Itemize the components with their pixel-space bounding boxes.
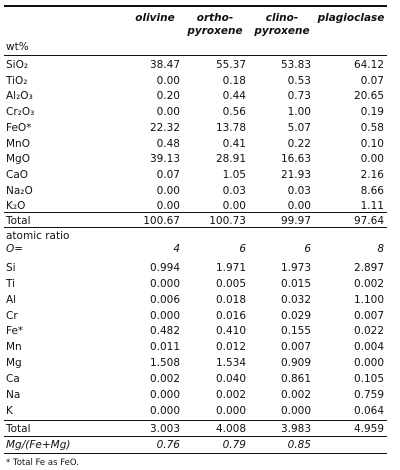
cell-value: 22.32 [149,122,180,134]
cell-value: 8 [377,243,384,255]
cell-value: 4.959 [353,423,384,435]
cell-value: 0.58 [360,122,384,134]
cell-value: 1.00 [287,106,311,118]
cell-value: 21.93 [280,169,311,181]
cell-value: 0.007 [280,341,311,353]
cell-value: 2.16 [360,169,384,181]
cell-value: 0.18 [222,75,246,87]
cell-value: 0.000 [149,310,180,322]
cell-value: 0.00 [156,185,180,197]
cell-value: 0.000 [215,405,246,417]
column-header: clino- pyroxene [254,12,310,37]
row-label: MnO [6,138,30,150]
row-label: Cr [6,310,18,322]
cell-value: 0.44 [222,90,246,102]
cell-value: 0.48 [156,138,180,150]
cell-value: 16.63 [280,153,311,165]
row-label: MgO [6,153,30,165]
cell-value: 53.83 [280,59,311,71]
header-rule [4,55,387,56]
cell-value: 0.10 [360,138,384,150]
row-label: Al [6,294,17,306]
cell-value: 0.53 [287,75,311,87]
row-label: Ti [6,278,16,290]
cell-value: 1.971 [215,262,246,274]
row-label: Al₂O₃ [6,90,33,102]
cell-value: 0.040 [215,373,246,385]
row-label: Fe* [6,325,24,337]
cell-value: 0.007 [353,310,384,322]
cell-value: 13.78 [215,122,246,134]
cell-value: 0.994 [149,262,180,274]
cell-value: 0.002 [280,389,311,401]
cell-value: 0.482 [149,325,180,337]
cell-value: 0.861 [280,373,311,385]
cell-value: 5.07 [287,122,311,134]
cell-value: 0.032 [280,294,311,306]
row-label: O= [6,243,24,255]
cell-value: 0.012 [215,341,246,353]
cell-value: 39.13 [149,153,180,165]
bottom-rule [4,453,387,454]
cell-value: 0.000 [149,405,180,417]
cell-value: 0.759 [353,389,384,401]
cell-value: 0.03 [287,185,311,197]
row-label: Total [6,215,31,227]
row-label: SiO₂ [6,59,29,71]
cell-value: 0.00 [360,153,384,165]
total-rule [4,436,387,437]
cell-value: 0.22 [287,138,311,150]
cell-value: 100.67 [143,215,180,227]
cell-value: 38.47 [149,59,180,71]
cell-value: 0.000 [353,357,384,369]
row-label: CaO [6,169,29,181]
cell-value: 0.00 [287,200,311,212]
cell-value: 0.029 [280,310,311,322]
cell-value: 4.008 [215,423,246,435]
row-label: FeO* [6,122,32,134]
cell-value: 0.00 [156,200,180,212]
cell-value: 3.983 [280,423,311,435]
cell-value: 0.41 [222,138,246,150]
column-header: plagioclase [317,12,385,24]
cell-value: 0.410 [215,325,246,337]
cell-value: 6 [239,243,246,255]
cell-value: 99.97 [280,215,311,227]
cell-value: 64.12 [353,59,384,71]
cell-value: 0.002 [215,389,246,401]
cell-value: 0.004 [353,341,384,353]
cell-value: 0.00 [156,75,180,87]
cell-value: 0.155 [280,325,311,337]
cell-value: 0.022 [353,325,384,337]
cell-value: 4 [173,243,180,255]
cell-value: 6 [304,243,311,255]
cell-value: 55.37 [215,59,246,71]
column-header: olivine [135,12,175,24]
row-label: Cr₂O₃ [6,106,35,118]
cell-value: 1.05 [222,169,246,181]
cell-value: 0.000 [149,278,180,290]
row-label: Total [6,423,31,435]
cell-value: 0.909 [280,357,311,369]
row-label: Na [6,389,21,401]
cell-value: 0.07 [360,75,384,87]
top-rule [4,5,387,7]
cell-value: 0.000 [149,389,180,401]
cell-value: 0.105 [353,373,384,385]
cell-value: 0.19 [360,106,384,118]
cell-value: 3.003 [149,423,180,435]
cell-value: 0.015 [280,278,311,290]
section-label: wt% [6,41,29,53]
cell-value: 0.016 [215,310,246,322]
section-label: atomic ratio [6,230,70,242]
cell-value: 0.018 [215,294,246,306]
cell-value: 1.534 [215,357,246,369]
cell-value: 97.64 [353,215,384,227]
cell-value: 0.85 [287,439,311,451]
cell-value: 0.79 [222,439,246,451]
cell-value: 0.56 [222,106,246,118]
cell-value: 0.005 [215,278,246,290]
cell-value: 0.03 [222,185,246,197]
subtotal-rule [4,420,387,421]
cell-value: 0.00 [222,200,246,212]
row-label: K [6,405,13,417]
cell-value: 0.000 [280,405,311,417]
row-label: Mg [6,357,22,369]
row-label: K₂O [6,200,26,212]
cell-value: 0.73 [287,90,311,102]
row-label: Si [6,262,16,274]
cell-value: 8.66 [360,185,384,197]
row-label: Mg/(Fe+Mg) [6,439,71,451]
row-label: Na₂O [6,185,33,197]
cell-value: 0.064 [353,405,384,417]
row-label: Ca [6,373,20,385]
cell-value: 2.897 [353,262,384,274]
cell-value: 100.73 [209,215,246,227]
cell-value: 1.11 [360,200,384,212]
column-header: ortho- pyroxene [187,12,243,37]
cell-value: 0.006 [149,294,180,306]
cell-value: 1.100 [353,294,384,306]
cell-value: 20.65 [353,90,384,102]
cell-value: 28.91 [215,153,246,165]
cell-value: 0.002 [353,278,384,290]
cell-value: 1.508 [149,357,180,369]
cell-value: 0.00 [156,106,180,118]
subtotal-rule [4,212,387,213]
footnote: * Total Fe as FeO. [6,458,79,468]
row-label: TiO₂ [6,75,28,87]
row-label: Mn [6,341,22,353]
cell-value: 0.002 [149,373,180,385]
cell-value: 0.011 [149,341,180,353]
cell-value: 0.20 [156,90,180,102]
total-rule [4,227,387,228]
cell-value: 0.07 [156,169,180,181]
cell-value: 1.973 [280,262,311,274]
cell-value: 0.76 [156,439,180,451]
